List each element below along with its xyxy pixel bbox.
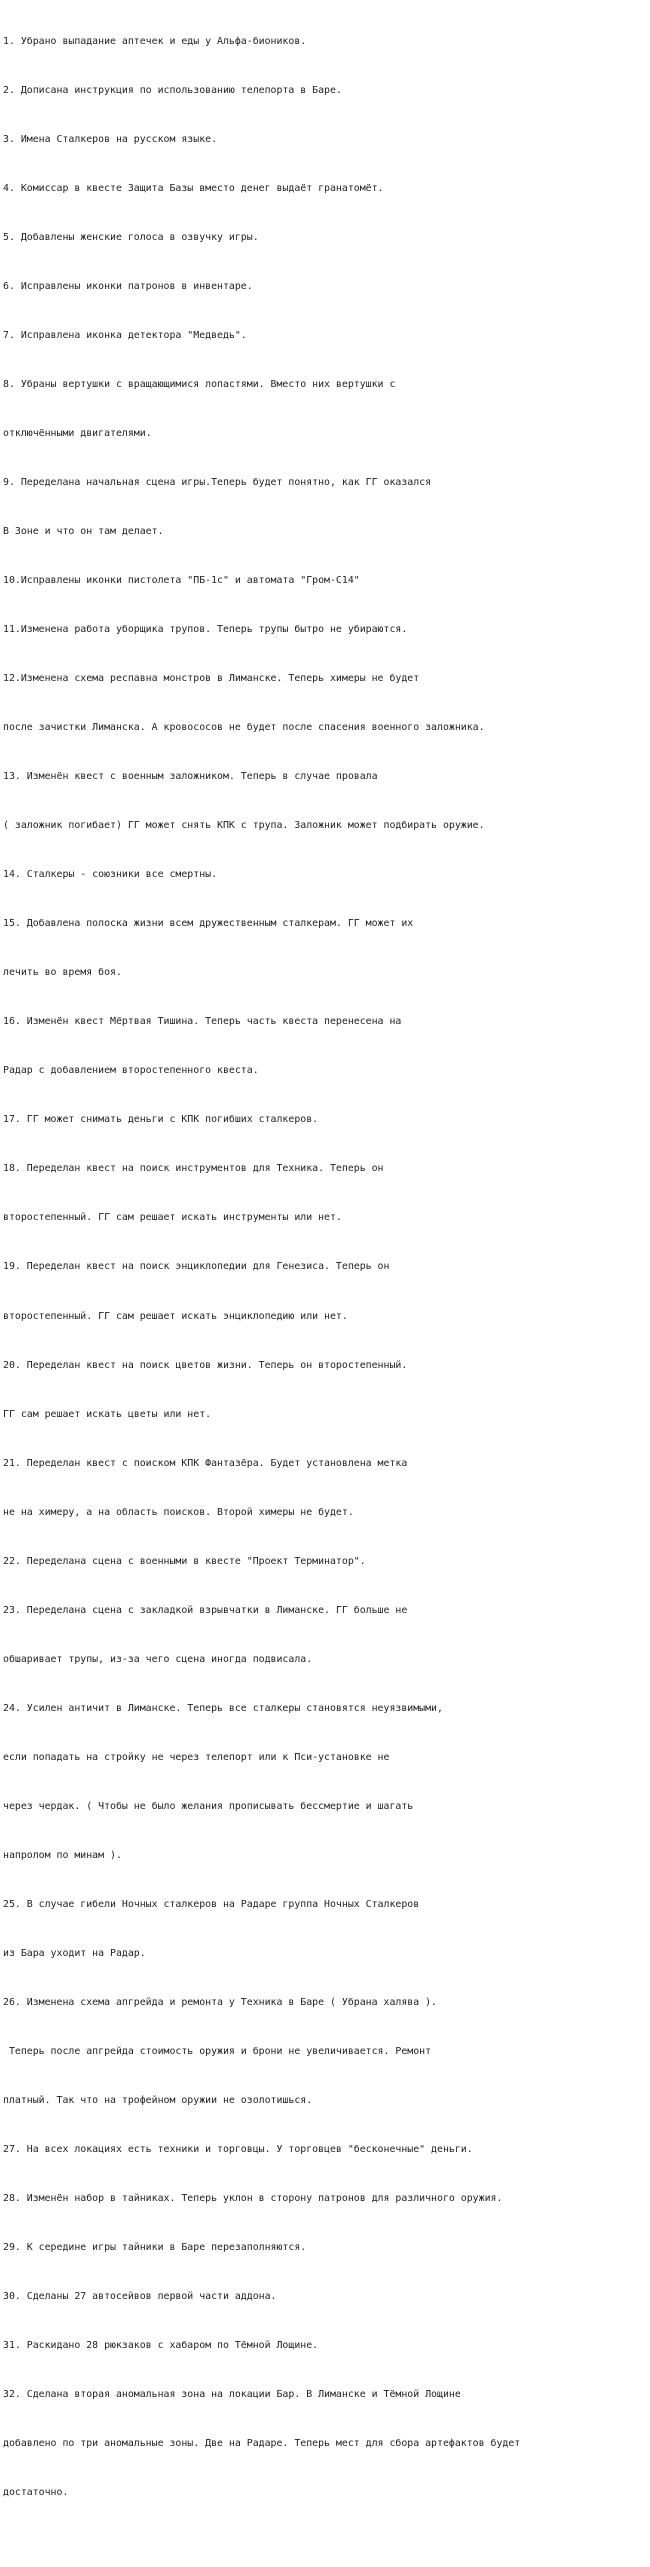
text-line: 2. Дописана инструкция по использованию телепорта в Баре. (3, 84, 342, 96)
text-line: обшаривает трупы, из-за чего сцена иногда подвисала. (3, 1653, 313, 1665)
text-line: если попадать на стройку не через телепорт или к Пси-установке не (3, 1751, 390, 1763)
text-line: 24. Усилен античит в Лиманске. Теперь все сталкеры становятся неуязвимыми, (3, 1702, 443, 1714)
text-line: 1. Убрано выпадание аптечек и еды у Альфа-биоников. (3, 35, 307, 47)
text-line: 27. На всех локациях есть техники и торговцы. У торговцев "бесконечные" деньги. (3, 2144, 473, 2156)
text-line: 32. Сделана вторая аномальная зона на локации Бар. В Лиманске и Тёмной Лощине (3, 2389, 461, 2401)
text-line: 8. Убраны вертушки с вращающимися лопастями. Вместо них вертушки с (3, 378, 396, 390)
text-line: 28. Изменён набор в тайниках. Теперь уклон в сторону патронов для различного оружия. (3, 2193, 503, 2205)
text-line: 26. Изменена схема апгрейда и ремонта у Техника в Баре ( Убрана халява ). (3, 1996, 438, 2008)
text-line: 15. Добавлена полоска жизни всем дружественным сталкерам. ГГ может их (3, 918, 414, 930)
text-line: 18. Переделан квест на поиск инструментов для Техника. Теперь он (3, 1163, 384, 1175)
text-line: 12.Изменена схема респавна монстров в Лиманске. Теперь химеры не будет (3, 673, 420, 685)
text-line: второстепенный. ГГ сам решает искать энциклопедию или нет. (3, 1310, 348, 1322)
text-line: 5. Добавлены женские голоса в озвучку игры. (3, 231, 259, 243)
text-line (3, 2534, 650, 2550)
text-line: отключёнными двигателями. (3, 427, 152, 439)
text-line: 17. ГГ может снимать деньги с КПК погибших сталкеров. (3, 1114, 319, 1126)
text-line: 4. Комиссар в квесте Защита Базы вместо денег выдаёт гранатомёт. (3, 182, 384, 194)
text-line: 11.Изменена работа уборщика трупов. Теперь трупы бытро не убираются. (3, 624, 408, 636)
text-line: 30. Сделаны 27 автосейвов первой части аддона. (3, 2291, 277, 2303)
text-line: 19. Переделан квест на поиск энциклопедии для Генезиса. Теперь он (3, 1261, 390, 1273)
text-line: 22. Переделана сцена с военными в квесте "Проект Терминатор". (3, 1555, 366, 1567)
text-line: 7. Исправлена иконка детектора "Медведь". (3, 329, 247, 341)
text-line: 3. Имена Сталкеров на русском языке. (3, 133, 218, 145)
text-line: В Зоне и что он там делает. (3, 526, 164, 537)
text-line: платный. Так что на трофейном оружии не озолотишься. (3, 2095, 313, 2106)
text-line: 20. Переделан квест на поиск цветов жизни. Теперь он второстепенный. (3, 1359, 408, 1371)
text-line: 13. Изменён квест с военным заложником. Теперь в случае провала (3, 771, 378, 783)
text-line: 10.Исправлены иконки пистолета "ПБ-1с" и автомата "Гром-С14" (3, 575, 360, 587)
text-line: 31. Раскидано 28 рюкзаков с хабаром по Тёмной Лощине. (3, 2340, 319, 2352)
text-line: 29. К середине игры тайники в Баре перезаполняются. (3, 2242, 307, 2254)
text-line: добавлено по три аномальные зоны. Две на Радаре. Теперь мест для сбора артефактов будет (3, 2438, 521, 2450)
text-line: 14. Сталкеры - союзники все смертны. (3, 869, 218, 881)
text-line: второстепенный. ГГ сам решает искать инструменты или нет. (3, 1212, 342, 1224)
text-line: не на химеру, а на область поисков. Второй химеры не будет. (3, 1506, 354, 1518)
text-line: лечить во время боя. (3, 967, 122, 979)
text-line: достаточно. (3, 2487, 69, 2499)
text-line: ГГ сам решает искать цветы или нет. (3, 1408, 212, 1420)
text-line: после зачистки Лиманска. А кровососов не будет после спасения военного заложника. (3, 722, 485, 734)
text-line: из Бара уходит на Радар. (3, 1947, 146, 1959)
text-line: Радар с добавлением второстепенного квеста. (3, 1065, 259, 1077)
text-line: 21. Переделан квест с поиском КПК Фантазёра. Будет установлена метка (3, 1457, 408, 1469)
text-line: 23. Переделана сцена с закладкой взрывчатки в Лиманске. ГГ больше не (3, 1604, 408, 1616)
text-line: через чердак. ( Чтобы не было желания прописывать бессмертие и шагать (3, 1800, 414, 1812)
text-line: 25. В случае гибели Ночных сталкеров на Радаре группа Ночных Сталкеров (3, 1898, 420, 1910)
text-line: 16. Изменён квест Мёртвая Тишина. Теперь часть квеста перенесена на (3, 1016, 402, 1028)
text-line: 9. Переделана начальная сцена игры.Теперь будет понятно, как ГГ оказался (3, 476, 432, 488)
text-line: напролом по минам ). (3, 1849, 122, 1861)
text-line: Теперь после апгрейда стоимость оружия и брони не увеличивается. Ремонт (3, 2045, 432, 2057)
text-line: ( заложник погибает) ГГ может снять КПК с трупа. Заложник может подбирать оружие. (3, 820, 485, 832)
text-line: 6. Исправлены иконки патронов в инвентаре. (3, 280, 253, 292)
